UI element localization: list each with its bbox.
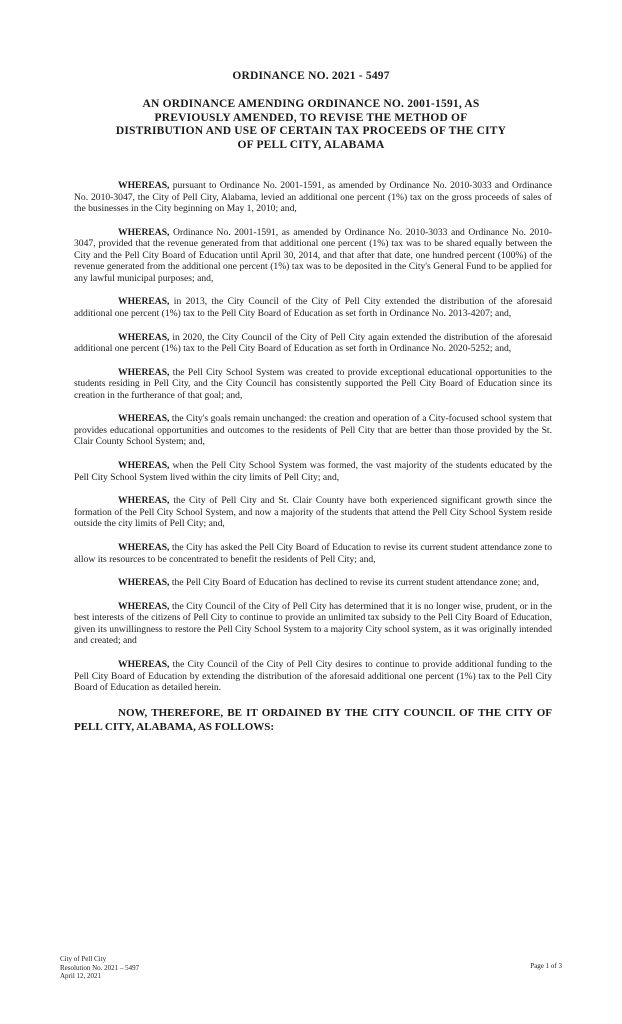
whereas-paragraph	[74, 659, 552, 694]
whereas-text: the City Council of the City of Pell City has determined that it is no longer wise, prudent, or in the best interests of the citizens of Pell City to continue to provide an unlimited tax subsidy to the Pell City Board of Education, given its unwillingness to restore the Pell City School System to a majority City school system, as it was originally intended and created; and	[74, 600, 552, 647]
whereas-lead: WHEREAS,	[118, 460, 170, 472]
whereas-text: the Pell City Board of Education has declined to revise its current student attendance zone; and,	[169, 577, 539, 589]
whereas-paragraph	[74, 542, 552, 565]
whereas-paragraph	[74, 460, 552, 483]
whereas-text: the City's goals remain unchanged: the creation and operation of a City-focused school system that provides educational opportunities and outcomes to the residents of Pell City that are better than those provided by the St. Clair County School System; and,	[74, 413, 552, 448]
page-number: Page 1 of 3	[530, 962, 562, 970]
whereas-lead: WHEREAS,	[118, 331, 170, 343]
whereas-text: in 2013, the City Council of the City of Pell City extended the distribution of the aforesaid additional one percent (1%) tax to the Pell City Board of Education as set forth in Ordinance No. 2013-4207; and,	[74, 296, 552, 319]
whereas-text: in 2020, the City Council of the City of Pell City again extended the distribution of the aforesaid additional one percent (1%) tax to the Pell City Board of Education as set forth in Ordinance No. 2020-5252; and,	[74, 331, 552, 355]
whereas-lead: WHEREAS,	[118, 495, 170, 507]
ordinance-title: AN ORDINANCE AMENDING ORDINANCE NO. 2001-1591, AS PREVIOUSLY AMENDED, TO REVISE THE METHOD OF DISTRIBUTION AND USE OF CERTAIN TAX PROCEEDS OF THE CITY OF PELL CITY, ALABAMA	[115, 98, 507, 151]
whereas-lead: WHEREAS,	[118, 180, 170, 191]
footer-resolution: Resolution No. 2021 – 5497	[60, 963, 140, 972]
whereas-lead: WHEREAS,	[118, 413, 170, 425]
whereas-lead: WHEREAS,	[118, 577, 170, 589]
whereas-paragraph	[74, 577, 552, 589]
document-body	[74, 180, 552, 734]
whereas-text: the City Council of the City of Pell City desires to continue to provide additional funding to the Pell City Board of Education by extending the distribution of the aforesaid additional one percent (1%) tax to the Pell City Board of Education as detailed herein.	[74, 659, 552, 694]
now-therefore-clause: NOW, THEREFORE, BE IT ORDAINED BY THE CITY COUNCIL OF THE CITY OF PELL CITY, ALABAMA, AS FOLLOWS:	[74, 706, 552, 733]
whereas-text: Ordinance No. 2001-1591, as amended by Ordinance No. 2010-3033 and Ordinance No. 2010-3047, provided that the revenue generated from that additional one percent (1%) tax was to be shared equally between the City and the Pell City Board of Education until April 30, 2014, and that after that date, one hundred percent (100%) of the revenue generated from the additional one percent (1%) tax was to be deposited in the City's General Fund to be applied for any lawful municipal purposes; and,	[74, 226, 552, 284]
whereas-paragraph	[74, 227, 552, 285]
whereas-lead: WHEREAS,	[118, 296, 170, 308]
whereas-paragraph	[74, 180, 552, 215]
whereas-paragraph	[74, 367, 552, 402]
whereas-text: the Pell City School System was created to provide exceptional educational opportunities to the students residing in Pell City, and the City Council has consistently supported the Pell City Board of Education since its creation in the furtherance of that goal; and,	[74, 366, 552, 401]
whereas-paragraph	[74, 601, 552, 647]
whereas-lead: WHEREAS,	[118, 366, 170, 378]
whereas-paragraph	[74, 495, 552, 530]
whereas-text: when the Pell City School System was formed, the vast majority of the students educated by the Pell City School System lived within the city limits of Pell City; and,	[74, 460, 552, 483]
whereas-text: the City has asked the Pell City Board of Education to revise its current student attendance zone to allow its resources to be concentrated to benefit the residents of Pell City; and,	[74, 542, 552, 565]
footer-reference	[60, 955, 139, 981]
whereas-lead: WHEREAS,	[118, 542, 170, 553]
footer-city: City of Pell City	[60, 955, 107, 963]
whereas-text: pursuant to Ordinance No. 2001-1591, as amended by Ordinance No. 2010-3033 and Ordinance No. 2010-3047, the City of Pell City, Alabama, levied an additional one percent (1%) tax on the gross proceeds of sales of the businesses in the City beginning on May 1, 2010; and,	[74, 180, 552, 214]
whereas-lead: WHEREAS,	[118, 600, 170, 612]
ordinance-number: ORDINANCE NO. 2021 - 5497	[232, 70, 390, 82]
whereas-lead: WHEREAS,	[118, 659, 170, 671]
footer-date: April 12, 2021	[60, 972, 102, 981]
whereas-paragraph	[74, 413, 552, 448]
whereas-paragraph	[74, 332, 552, 355]
whereas-text: the City of Pell City and St. Clair County have both experienced significant growth since the formation of the Pell City School System, and now a majority of the students that attend the Pell City School System reside outside the city limits of Pell City; and,	[74, 495, 552, 530]
whereas-lead: WHEREAS,	[118, 226, 170, 238]
whereas-paragraph	[74, 296, 552, 319]
